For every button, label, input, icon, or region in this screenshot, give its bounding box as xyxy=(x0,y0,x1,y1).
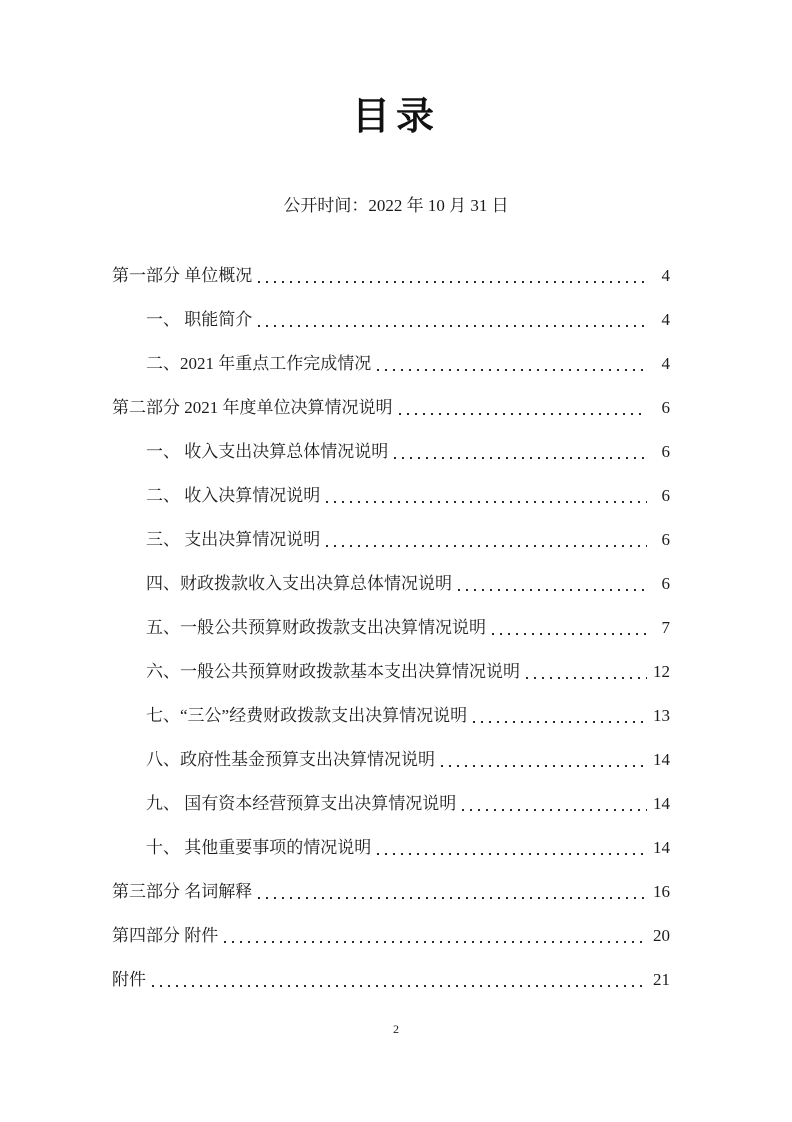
toc-entry-label: 第四部分 附件 xyxy=(112,926,219,945)
toc-entry-label: 第二部分 2021 年度单位决算情况说明 xyxy=(112,398,393,417)
toc-entry-page: 20 xyxy=(653,926,670,945)
toc-entry-page: 6 xyxy=(661,486,670,505)
dot-leader xyxy=(258,281,647,283)
toc-entry-page: 6 xyxy=(661,398,670,417)
toc-entry-label: 七、“三公”经费财政拨款支出决算情况说明 xyxy=(146,706,468,725)
toc-entry xyxy=(112,970,670,990)
toc-entry xyxy=(112,574,670,594)
toc-entry xyxy=(112,266,670,286)
dot-leader xyxy=(458,589,647,591)
toc-entry-label: 六、一般公共预算财政拨款基本支出决算情况说明 xyxy=(146,662,520,681)
toc-entry-page: 21 xyxy=(653,970,670,989)
toc-entry-page: 4 xyxy=(661,266,670,285)
toc-entry-label: 二、 收入决算情况说明 xyxy=(146,486,321,505)
toc-entry xyxy=(112,838,670,858)
dot-leader xyxy=(258,897,647,899)
toc-entry-label: 一、 职能简介 xyxy=(146,310,253,329)
toc-entry-label: 八、政府性基金预算支出决算情况说明 xyxy=(146,750,435,769)
toc-entry-page: 13 xyxy=(653,706,670,725)
toc-entry-label: 三、 支出决算情况说明 xyxy=(146,530,321,549)
dot-leader xyxy=(152,985,647,987)
dot-leader xyxy=(394,457,647,459)
toc-entry-page: 16 xyxy=(653,882,670,901)
dot-leader xyxy=(326,545,647,547)
toc-entry-label: 一、 收入支出决算总体情况说明 xyxy=(146,442,389,461)
toc-entry xyxy=(112,442,670,462)
page-title: 目录 xyxy=(351,96,440,138)
publish-time-line: 公开时间：2022 年 10 月 31 日 xyxy=(283,196,509,215)
toc-entry-label: 四、财政拨款收入支出决算总体情况说明 xyxy=(146,574,452,593)
toc-entry xyxy=(112,750,670,770)
toc-entry-page: 14 xyxy=(653,750,670,769)
dot-leader xyxy=(441,765,647,767)
toc-entry-page: 4 xyxy=(661,354,670,373)
toc-entry-page: 14 xyxy=(653,794,670,813)
dot-leader xyxy=(462,809,647,811)
toc-entry-page: 7 xyxy=(661,618,670,637)
dot-leader xyxy=(326,501,647,503)
toc-entry-label: 九、 国有资本经营预算支出决算情况说明 xyxy=(146,794,457,813)
toc-entry-label: 第三部分 名词解释 xyxy=(112,882,253,901)
toc-entry xyxy=(112,486,670,506)
toc-entry-label: 五、一般公共预算财政拨款支出决算情况说明 xyxy=(146,618,486,637)
toc-entry xyxy=(112,926,670,946)
toc-entry xyxy=(112,354,670,374)
toc-entry-label: 十、 其他重要事项的情况说明 xyxy=(146,838,372,857)
toc-entry xyxy=(112,618,670,638)
toc-entry-label: 第一部分 单位概况 xyxy=(112,266,253,285)
toc-entry-label: 二、2021 年重点工作完成情况 xyxy=(146,354,372,373)
toc-entry xyxy=(112,530,670,550)
toc-entry-page: 6 xyxy=(661,530,670,549)
dot-leader xyxy=(492,633,647,635)
dot-leader xyxy=(399,413,648,415)
dot-leader xyxy=(377,853,647,855)
toc-entry xyxy=(112,794,670,814)
toc-entry-page: 4 xyxy=(661,310,670,329)
footer-page-number: 2 xyxy=(393,1022,399,1036)
toc-entry xyxy=(112,662,670,682)
toc-entry-page: 6 xyxy=(661,442,670,461)
toc-entry xyxy=(112,882,670,902)
toc-entry-page: 14 xyxy=(653,838,670,857)
dot-leader xyxy=(526,677,647,679)
dot-leader xyxy=(258,325,647,327)
toc-entry xyxy=(112,310,670,330)
toc-entry-page: 12 xyxy=(653,662,670,681)
toc-entry-page: 6 xyxy=(661,574,670,593)
toc-entry xyxy=(112,706,670,726)
table-of-contents xyxy=(0,266,792,990)
toc-entry xyxy=(112,398,670,418)
dot-leader xyxy=(224,941,647,943)
dot-leader xyxy=(377,369,647,371)
dot-leader xyxy=(473,721,647,723)
toc-entry-label: 附件 xyxy=(112,970,146,989)
